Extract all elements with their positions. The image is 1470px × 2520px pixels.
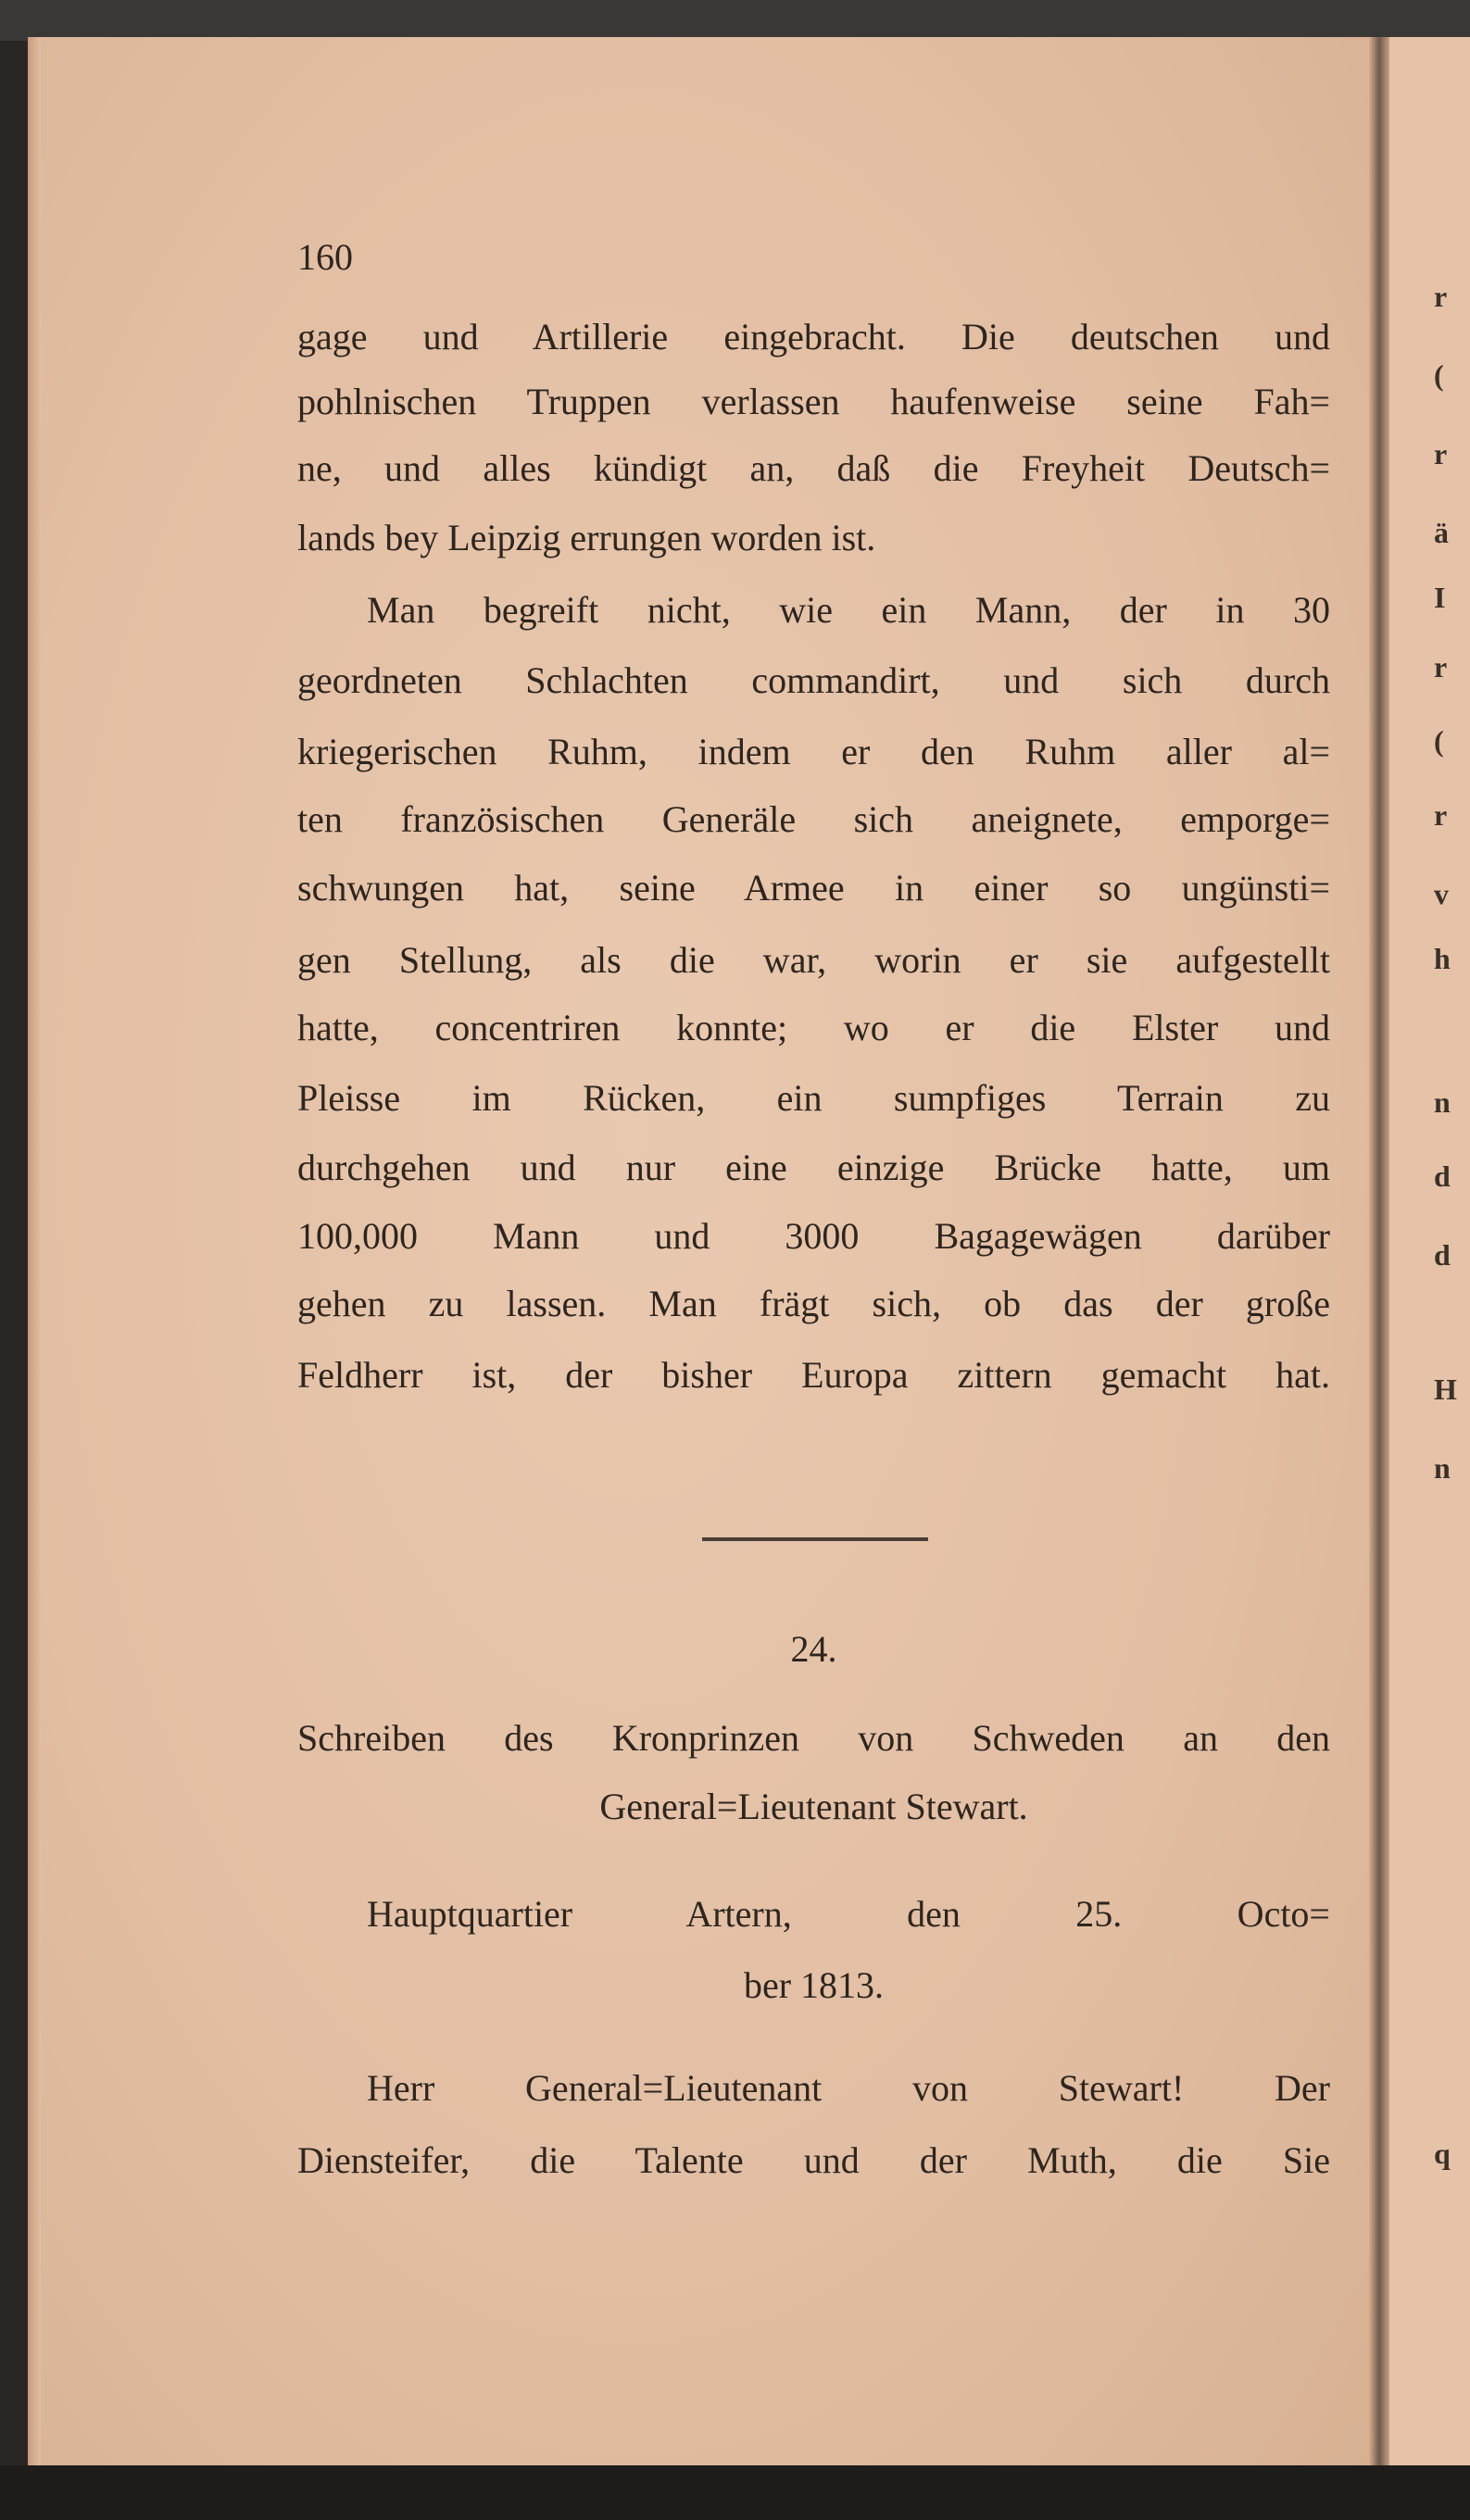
text-line: ne, und alles kündigt an, daß die Freyheit Deutsch= bbox=[297, 447, 1330, 489]
facing-page-fragment: H bbox=[1434, 1373, 1457, 1406]
text-line: durchgehen und nur eine einzige Brücke hatte, um bbox=[297, 1147, 1330, 1188]
section-divider bbox=[702, 1537, 928, 1541]
facing-page-fragment: ä bbox=[1434, 516, 1449, 549]
facing-page-fragment: d bbox=[1434, 1238, 1451, 1272]
dateline: Hauptquartier Artern, den 25. Octo= bbox=[367, 1893, 1330, 1935]
section-title-line: Schreiben des Kronprinzen von Schweden an den bbox=[297, 1717, 1330, 1759]
text-line: gen Stellung, als die war, worin er sie aufgestellt bbox=[297, 939, 1330, 981]
text-line: Feldherr ist, der bisher Europa zittern gemacht hat. bbox=[297, 1354, 1330, 1396]
text-line: kriegerischen Ruhm, indem er den Ruhm aller al= bbox=[297, 731, 1330, 772]
text-line: lands bey Leipzig errungen worden ist. bbox=[297, 517, 876, 558]
text-line: pohlnischen Truppen verlassen haufenweise seine Fah= bbox=[297, 381, 1330, 422]
text-line: 100,000 Mann und 3000 Bagagewägen darüber bbox=[297, 1215, 1330, 1257]
book-gutter bbox=[1369, 37, 1389, 2465]
text-line: geordneten Schlachten commandirt, und sich durch bbox=[297, 659, 1330, 701]
text-line: ten französischen Generäle sich aneignete, emporge= bbox=[297, 798, 1330, 840]
text-line: Pleisse im Rücken, ein sumpfiges Terrain zu bbox=[297, 1077, 1330, 1119]
facing-page-fragment: ( bbox=[1434, 724, 1444, 758]
page-number: 160 bbox=[297, 236, 353, 278]
facing-page-fragment: n bbox=[1434, 1451, 1451, 1485]
facing-page-fragment: r bbox=[1434, 437, 1448, 470]
text-line: Diensteifer, die Talente und der Muth, die Sie bbox=[297, 2139, 1330, 2181]
section-title-line: General=Lieutenant Stewart. bbox=[599, 1786, 1028, 1827]
facing-page-fragment: r bbox=[1434, 798, 1448, 832]
section-number: 24. bbox=[790, 1628, 837, 1670]
facing-page-fragment: v bbox=[1434, 877, 1449, 910]
text-line: gehen zu lassen. Man frägt sich, ob das der große bbox=[297, 1283, 1330, 1324]
text-line: Man begreift nicht, wie ein Mann, der in 30 bbox=[367, 589, 1330, 631]
scan-top-border bbox=[0, 0, 1470, 41]
facing-page-fragment: I bbox=[1434, 581, 1446, 614]
text-line: gage und Artillerie eingebracht. Die deutschen und bbox=[297, 316, 1330, 357]
dateline: ber 1813. bbox=[743, 1964, 885, 2006]
text-line: Herr General=Lieutenant von Stewart! Der bbox=[367, 2067, 1330, 2109]
text-line: hatte, concentriren konnte; wo er die Elster und bbox=[297, 1007, 1330, 1048]
facing-page-fragment: r bbox=[1434, 280, 1448, 313]
facing-page-fragment: h bbox=[1434, 942, 1451, 975]
page-edge bbox=[28, 37, 41, 2465]
facing-page-fragment: r bbox=[1434, 650, 1448, 683]
facing-page bbox=[1389, 37, 1470, 2465]
facing-page-fragment: d bbox=[1434, 1160, 1451, 1193]
facing-page-fragment: q bbox=[1434, 2137, 1451, 2170]
facing-page-fragment: ( bbox=[1434, 358, 1444, 392]
facing-page-fragment: n bbox=[1434, 1085, 1451, 1119]
scan-bottom-border bbox=[0, 2465, 1470, 2520]
text-line: schwungen hat, seine Armee in einer so ungünsti= bbox=[297, 867, 1330, 909]
